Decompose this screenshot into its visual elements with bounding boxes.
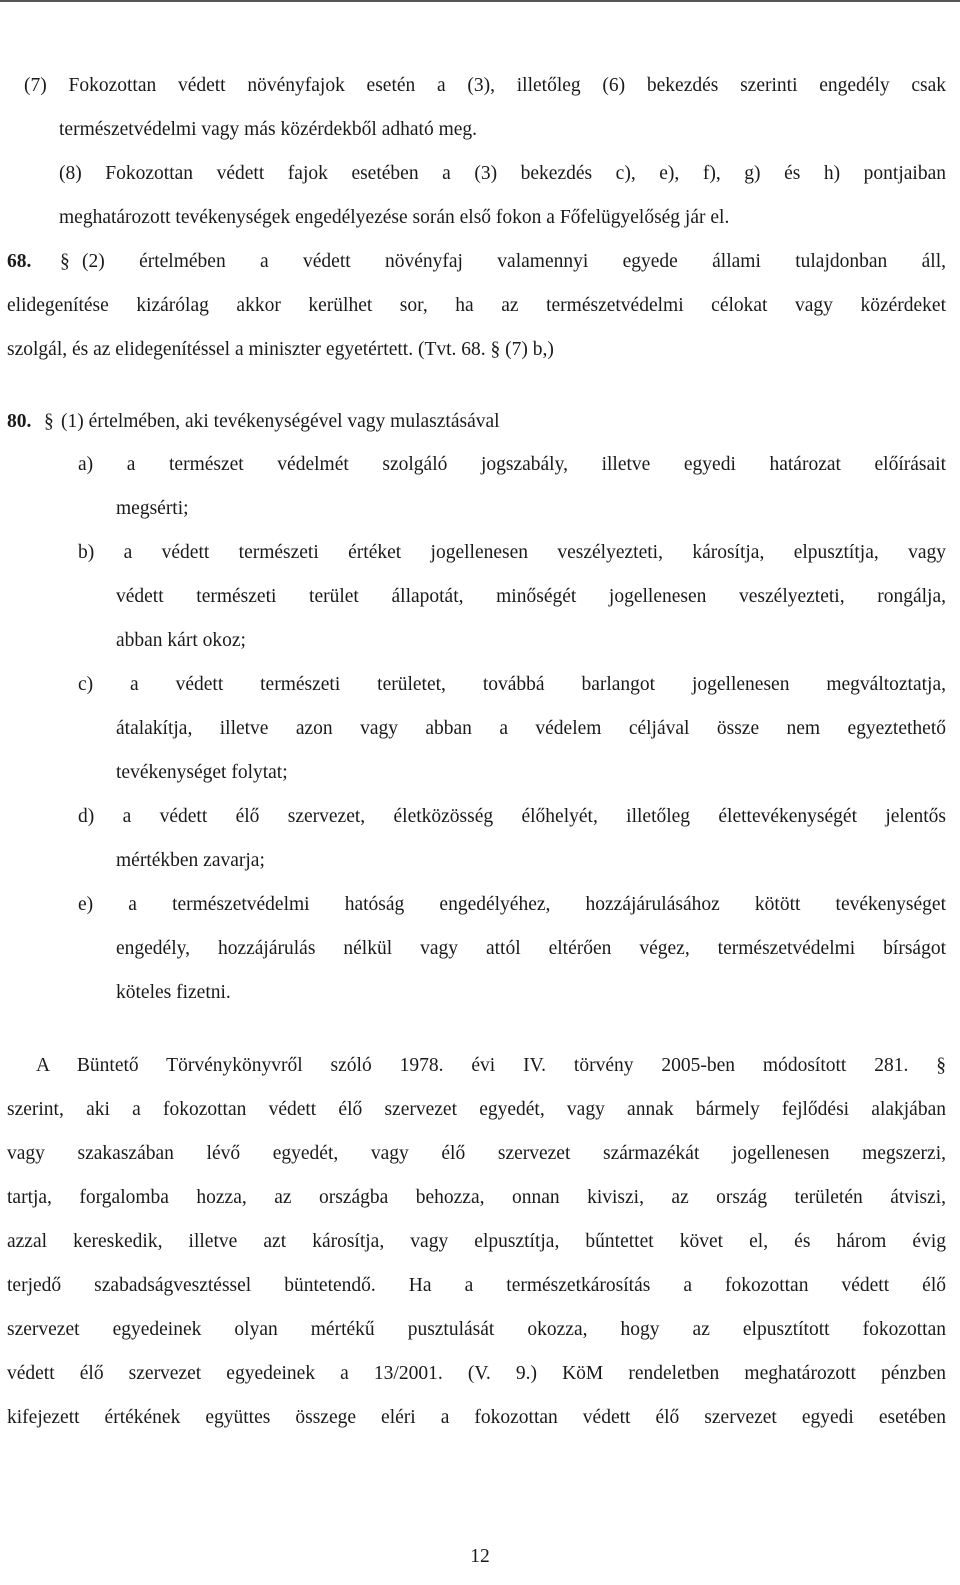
section-68-number: [7, 250, 31, 274]
text-line: szerint, aki a fokozottan védett élő szervezet egyedét, vagy annak bármely fejlődési alakjában: [7, 1099, 946, 1120]
text-line: azzal kereskedik, illetve azt károsítja, vagy elpusztítja, bűntettet követ el, és három évig: [7, 1231, 946, 1252]
text-line: mértékben zavarja;: [116, 850, 265, 871]
text-line: (7) Fokozottan védett növényfajok esetén a (3), illetőleg (6) bekezdés szerinti engedély csak: [24, 75, 946, 96]
text-line: engedély, hozzájárulás nélkül vagy attól eltérően végez, természetvédelmi bírságot: [116, 938, 946, 959]
text-line: (2) értelmében a védett növényfaj valamennyi egyede állami tulajdonban áll,: [82, 251, 946, 272]
section-80-number: [7, 410, 31, 434]
text-line: vagy szakaszában lévő egyedét, vagy élő szervezet származékát jogellenesen megszerzi,: [7, 1143, 946, 1164]
page-number: 12: [470, 1546, 490, 1567]
section-sign: §: [60, 251, 70, 272]
list-item-d: d) a védett élő szervezet, életközösség élőhelyét, illetőleg élettevékenységét jelentős: [78, 806, 946, 827]
text-line: terjedő szabadságvesztéssel büntetendő. Ha a természetkárosítás a fokozottan védett élő: [7, 1275, 946, 1296]
text-line: (1) értelmében, aki tevékenységével vagy mulasztásával: [61, 411, 500, 432]
list-item-b: b) a védett természeti értéket jogellenesen veszélyezteti, károsítja, elpusztítja, vagy: [78, 542, 946, 563]
list-item-c: c) a védett természeti területet, továbbá barlangot jogellenesen megváltoztatja,: [78, 674, 946, 695]
text-line: A Büntető Törvénykönyvről szóló 1978. évi IV. törvény 2005-ben módosított 281. §: [36, 1055, 946, 1076]
text-line: tartja, forgalomba hozza, az országba behozza, onnan kiviszi, az ország területén átviszi,: [7, 1187, 946, 1208]
list-item-a: a) a természet védelmét szolgáló jogszabály, illetve egyedi határozat előírásait: [78, 454, 946, 475]
text-line: elidegenítése kizárólag akkor kerülhet sor, ha az természetvédelmi célokat vagy közérdeket: [7, 295, 946, 316]
text-line: (8) Fokozottan védett fajok esetében a (3) bekezdés c), e), f), g) és h) pontjaiban: [59, 163, 946, 184]
list-item-e: e) a természetvédelmi hatóság engedélyéhez, hozzájárulásához kötött tevékenységet: [78, 894, 946, 915]
text-line: abban kárt okoz;: [116, 630, 246, 651]
text-line: természetvédelmi vagy más közérdekből adható meg.: [59, 119, 478, 140]
text-line: átalakítja, illetve azon vagy abban a védelem céljával össze nem egyeztethető: [116, 718, 946, 739]
section-number: 80.: [7, 411, 32, 432]
text-line: megsérti;: [116, 498, 189, 519]
text-line: védett természeti terület állapotát, minőségét jogellenesen veszélyezteti, rongálja,: [116, 586, 946, 607]
text-line: szolgál, és az elidegenítéssel a miniszter egyetértett. (Tvt. 68. § (7) b,): [7, 339, 554, 360]
top-border-line: [0, 0, 960, 2]
text-line: tevékenységet folytat;: [116, 762, 288, 783]
text-line: köteles fizetni.: [116, 982, 231, 1003]
section-sign: §: [44, 411, 54, 432]
text-line: védett élő szervezet egyedeinek a 13/2001. (V. 9.) KöM rendeletben meghatározott pénzben: [7, 1363, 946, 1384]
text-line: szervezet egyedeinek olyan mértékű pusztulását okozza, hogy az elpusztított fokozottan: [7, 1319, 946, 1340]
text-line: kifejezett értékének együttes összege eléri a fokozottan védett élő szervezet egyedi esetében: [7, 1407, 946, 1428]
text-line: meghatározott tevékenységek engedélyezése során első fokon a Főfelügyelőség jár el.: [59, 207, 730, 228]
section-number: 68.: [7, 251, 32, 272]
